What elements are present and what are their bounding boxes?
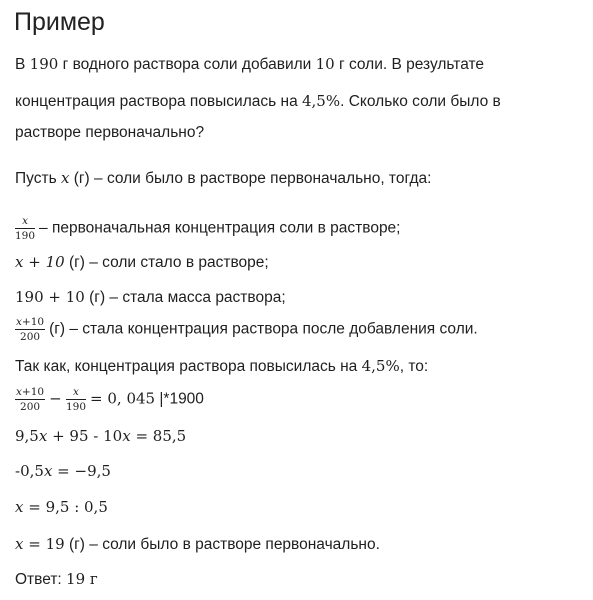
salt-after-line: [15, 252, 269, 273]
initial-concentration-line: [15, 215, 401, 242]
equation-1: [15, 386, 204, 413]
problem-line-1: [15, 54, 484, 75]
fraction-numerator-var: x: [16, 316, 22, 328]
let-text: (г) – соли было в растворе первоначально, тогда:: [69, 170, 432, 187]
fraction-denominator: 190: [15, 230, 36, 242]
equation-3: [15, 461, 111, 482]
equation-part: = 19: [23, 535, 65, 553]
equation-rhs: = 0, 045: [90, 389, 156, 408]
line-text: , то:: [399, 358, 429, 375]
problem-number: 10: [315, 55, 335, 73]
minus-sign: −: [49, 389, 62, 408]
equation-part: = 85,5: [130, 427, 187, 445]
equation-part: -0,5: [15, 462, 44, 480]
let-text: Пусть: [15, 170, 61, 187]
equation-part: + 95 - 10: [47, 427, 123, 445]
problem-text: растворе первоначально?: [15, 124, 205, 141]
problem-line-2: [15, 91, 501, 112]
fraction-numerator-var: x: [16, 386, 22, 398]
fraction-x-plus-10-over-200: [15, 316, 45, 343]
equation-4: [15, 497, 108, 518]
fraction-numerator-rest: +10: [21, 316, 45, 328]
line-text: (г) – стала масса раствора;: [84, 289, 286, 306]
new-concentration-line: [15, 316, 478, 343]
let-statement: [15, 168, 431, 189]
fraction-numerator: x: [22, 215, 28, 227]
mass-after-line: [15, 287, 286, 308]
fraction-x-over-190: [15, 215, 35, 242]
problem-text: . Сколько соли было в: [340, 93, 501, 110]
line-text: (г) – соли было в растворе первоначально.: [64, 536, 380, 553]
multiplier-note: |*1900: [155, 390, 204, 408]
problem-percent: 4,5%: [302, 92, 341, 110]
variable-x: x: [43, 462, 53, 480]
since-line: [15, 356, 428, 377]
equation-5: [15, 534, 380, 555]
equation-2: [15, 426, 186, 447]
answer-line: [15, 569, 98, 590]
expression: x + 10: [15, 253, 65, 271]
line-text: (г) – стала концентрация раствора после добавления соли.: [49, 320, 478, 338]
equation-part: = 9,5 : 0,5: [23, 498, 108, 516]
fraction-numerator-rest: +10: [21, 386, 45, 398]
variable-x: x: [15, 498, 24, 516]
fraction-numerator: x: [73, 386, 79, 398]
fraction-denominator: 200: [20, 331, 41, 343]
variable-x: x: [15, 535, 24, 553]
fraction-denominator: 200: [20, 401, 41, 413]
problem-text: г соли. В результате: [334, 56, 485, 73]
percent-value: 4,5%: [361, 357, 400, 375]
problem-text: В: [15, 56, 30, 73]
equation-part: 9,5: [15, 427, 39, 445]
variable-x: x: [38, 427, 48, 445]
equation-part: = −9,5: [52, 462, 111, 480]
line-text: – первоначальная концентрация соли в растворе;: [39, 219, 401, 237]
fraction-x-plus-10-over-200: [15, 386, 45, 413]
fraction-denominator: 190: [65, 401, 87, 413]
line-text: Так как, концентрация раствора повысилась на: [15, 358, 362, 375]
variable-x: x: [60, 169, 70, 187]
variable-x: x: [122, 427, 131, 445]
problem-text: концентрация раствора повысилась на: [15, 93, 302, 110]
answer-value: 19 г: [66, 570, 98, 588]
expression: 190 + 10: [15, 288, 85, 306]
problem-text: г водного раствора соли добавили: [58, 56, 316, 73]
line-text: (г) – соли стало в растворе;: [64, 254, 269, 271]
fraction-x-over-190: [66, 386, 86, 413]
problem-number: 190: [29, 55, 59, 73]
answer-label: Ответ:: [15, 571, 67, 588]
problem-line-3: [15, 123, 204, 143]
page-title: Пример: [14, 8, 105, 36]
